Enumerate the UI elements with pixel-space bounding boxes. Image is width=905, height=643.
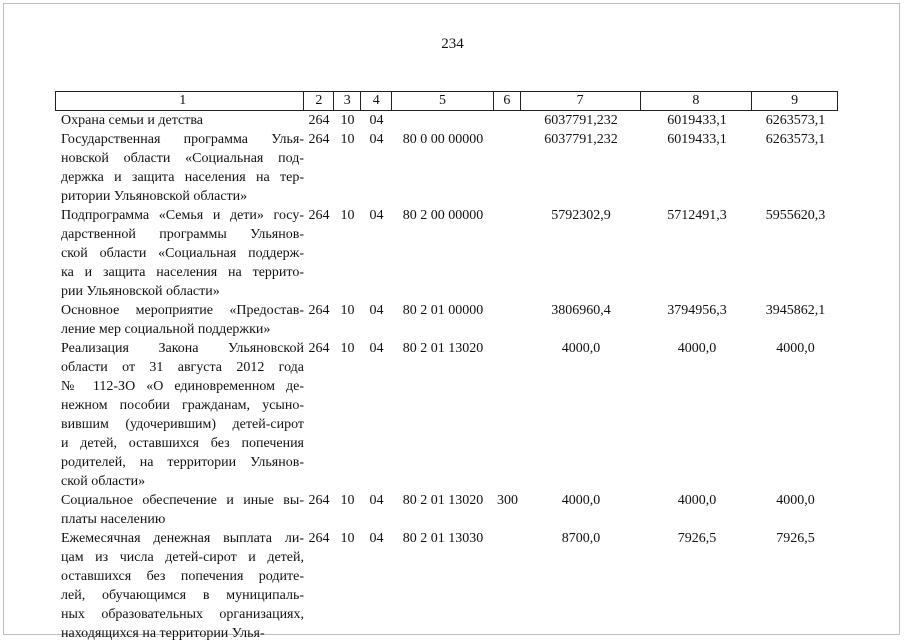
description-line: ка и защита населения на террито- [61,265,304,280]
row-subsection: 04 [369,113,384,128]
row-amount-1: 4000,0 [561,341,601,356]
description-line: рии Ульяновской области» [61,284,220,299]
row-expense-type [494,206,521,301]
description-line: цам из числа детей-сирот и детей, [61,550,304,565]
row-target-article [392,111,494,130]
header-col-6: 6 [494,92,521,110]
row-amount-2: 7926,5 [677,531,717,546]
table-body [55,111,838,643]
header-col-5: 5 [392,92,494,110]
row-subsection: 04 [369,531,384,546]
row-expense-type [494,339,521,491]
row-amount-1: 4000,0 [561,493,601,508]
row-subsection: 04 [369,208,384,223]
row-description [55,111,304,130]
row-amount-3: 3945862,1 [765,303,826,318]
row-amount-2: 6019433,1 [667,132,727,147]
description-line: ритории Ульяновской области» [61,189,248,204]
description-line: новской области «Социальная под- [61,151,304,166]
row-amount-1: 3806960,4 [551,303,611,318]
description-line: Государственная программа Улья- [61,132,304,147]
row-code-admin: 264 [308,531,330,546]
description-line: находящихся на территории Улья- [61,626,265,641]
description-line: Подпрограмма «Семья и дети» госу- [61,208,304,223]
row-code-admin: 264 [308,132,330,147]
table-row [55,206,838,301]
description-line: области от 31 августа 2012 года [61,360,304,375]
description-line: и детей, оставшихся без попечения [61,436,304,451]
row-section: 10 [340,113,355,128]
row-amount-3: 7926,5 [776,531,815,546]
header-col-8: 8 [641,92,753,110]
header-col-9: 9 [791,93,799,108]
header-col-1: 1 [56,92,304,110]
row-amount-1: 8700,0 [561,531,601,546]
row-description [55,130,304,206]
row-expense-type [494,301,521,339]
row-amount-2: 3794956,3 [667,303,727,318]
row-amount-2: 5712491,3 [667,208,727,223]
page-number: 234 [441,36,464,52]
row-amount-3: 6263573,1 [765,113,826,128]
row-code-admin: 264 [308,113,330,128]
description-line: вившим (удочерившим) детей-сирот [61,417,304,432]
row-subsection: 04 [369,132,384,147]
description-line: лей, обучающимся в муниципаль- [61,588,304,603]
row-target-article: 80 2 01 13020 [402,493,484,508]
row-expense-type: 300 [497,493,518,508]
description-line: оставшихся без попечения родите- [61,569,304,584]
description-line: ской области «Социальная поддерж- [61,246,304,261]
row-expense-type [494,111,521,130]
table-row [55,491,838,529]
row-subsection: 04 [369,303,384,318]
row-subsection: 04 [369,341,384,356]
row-amount-1: 6037791,232 [544,132,618,147]
row-subsection: 04 [369,493,384,508]
row-expense-type [494,529,521,643]
row-amount-3: 4000,0 [776,341,815,356]
row-amount-3: 4000,0 [776,493,815,508]
table-row [55,130,838,206]
header-col-7: 7 [521,92,641,110]
header-col-3: 3 [334,92,361,110]
row-description [55,491,304,529]
row-amount-3: 6263573,1 [765,132,826,147]
table-row [55,111,838,130]
row-section: 10 [340,208,355,223]
row-amount-1: 5792302,9 [551,208,611,223]
description-line: ление мер социальной поддержки» [61,322,271,337]
header-col-2: 2 [304,92,334,110]
row-section: 10 [340,132,355,147]
row-amount-1: 6037791,232 [544,113,618,128]
row-section: 10 [340,531,355,546]
description-line: ных образовательных организациях, [61,607,304,622]
row-amount-2: 4000,0 [677,493,717,508]
description-line: Реализация Закона Ульяновской [61,341,304,356]
table-row [55,301,838,339]
row-target-article: 80 2 01 00000 [402,303,484,318]
row-amount-2: 4000,0 [677,341,717,356]
row-target-article: 80 2 01 13030 [402,531,484,546]
description-line: Основное мероприятие «Предостав- [61,303,304,318]
row-code-admin: 264 [308,303,330,318]
description-line: Социальное обеспечение и иные вы- [61,493,304,508]
row-description [55,339,304,491]
row-description [55,206,304,301]
row-section: 10 [340,341,355,356]
description-line: ской области» [61,474,146,489]
row-target-article: 80 2 00 00000 [402,208,484,223]
description-line: № 112-ЗО «О единовременном де- [61,379,304,394]
budget-table [55,91,838,643]
row-amount-3: 5955620,3 [765,208,826,223]
description-line: держка и защита населения на тер- [61,170,304,185]
row-code-admin: 264 [308,493,330,508]
description-line: Охрана семьи и детства [61,113,203,128]
header-col-4: 4 [361,92,392,110]
row-section: 10 [340,303,355,318]
description-line: дарственной программы Ульянов- [61,227,304,242]
row-target-article: 80 0 00 00000 [402,132,484,147]
row-amount-2: 6019433,1 [667,113,727,128]
row-section: 10 [340,493,355,508]
row-expense-type [494,130,521,206]
row-description [55,301,304,339]
row-code-admin: 264 [308,208,330,223]
description-line: Ежемесячная денежная выплата ли- [61,531,304,546]
row-code-admin: 264 [308,341,330,356]
table-header [55,91,838,111]
description-line: нежном пособии гражданам, усыно- [61,398,304,413]
table-row [55,339,838,491]
table-row [55,529,838,643]
description-line: родителей, на территории Ульянов- [61,455,304,470]
row-target-article: 80 2 01 13020 [402,341,484,356]
description-line: платы населению [61,512,166,527]
row-description [55,529,304,643]
